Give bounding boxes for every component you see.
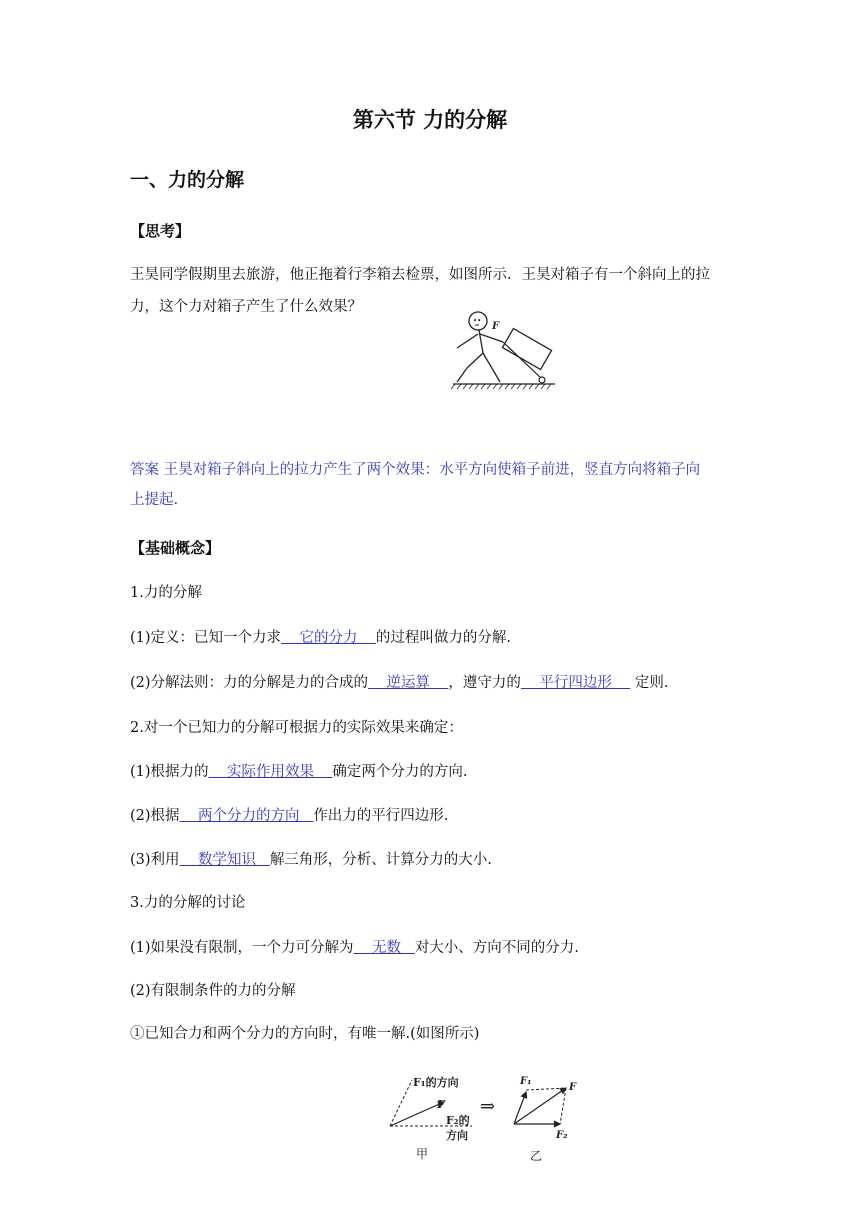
item1: 1.力的分解	[130, 585, 202, 601]
s1-blank: 实际作用效果	[208, 764, 333, 780]
s1-pre: (1)根据力的	[130, 764, 209, 780]
rule-post: 定则.	[630, 675, 669, 691]
def-pre: (1)定义：已知一个力求	[130, 630, 282, 646]
f1-direction-label: F₁的方向	[413, 1076, 459, 1089]
d1-blank: 无数	[353, 940, 415, 956]
step2-line	[130, 806, 448, 826]
s2-post: 作出力的平行四边形.	[313, 808, 449, 824]
item2: 2.对一个已知力的分解可根据力的实际效果来确定：	[130, 720, 463, 736]
step1-line	[130, 762, 468, 782]
rule-blank2: 平行四边形	[520, 675, 631, 691]
svg-text:••: ••	[473, 317, 482, 325]
label-yi: 乙	[530, 1149, 543, 1163]
s3-pre: (3)利用	[130, 852, 180, 868]
step3-line	[130, 850, 492, 870]
page-title: 第六节 力的分解	[352, 108, 508, 132]
force-label-F: F	[492, 321, 500, 332]
r-f1-label: F₁	[520, 1076, 532, 1087]
s2-pre: (2)根据	[130, 808, 180, 824]
implies-arrow: ⇒	[480, 1096, 496, 1117]
rule-pre: (2)分解法则：力的分解是力的合成的	[130, 675, 369, 691]
decomposition-figure	[380, 1068, 580, 1164]
r-f2-label: F₂	[556, 1130, 568, 1141]
basic-heading: 【基础概念】	[130, 539, 221, 557]
answer-line1: 答案 王昊对箱子斜向上的拉力产生了两个效果：水平方向使箱子前进，竖直方向将箱子向	[130, 462, 701, 478]
d1-post: 对大小、方向不同的分力.	[414, 940, 579, 956]
s1-post: 确定两个分力的方向.	[332, 764, 468, 780]
item3: 3.力的分解的讨论	[130, 895, 246, 911]
discuss1-line	[130, 938, 579, 958]
think-text-line2: 力，这个力对箱子产生了什么效果？	[130, 299, 362, 315]
s3-blank: 数学知识	[179, 852, 270, 868]
answer-line2: 上提起.	[130, 492, 179, 508]
def-blank: 它的分力	[281, 630, 376, 646]
discuss3-line: ①已知合力和两个分力的方向时，有唯一解.(如图所示)	[130, 1026, 480, 1042]
r-f-label: F	[569, 1082, 577, 1093]
s3-post: 解三角形，分析、计算分力的大小.	[269, 852, 492, 868]
f2-direction-label-2: 方向	[446, 1129, 468, 1142]
f2-direction-label-1: F₂的	[446, 1114, 470, 1127]
think-text-line1: 王昊同学假期里去旅游，他正拖着行李箱去检票，如图所示．王昊对箱子有一个斜向上的拉	[130, 267, 710, 283]
rule-mid: ，遵守力的	[448, 675, 521, 691]
think-heading: 【思考】	[130, 222, 191, 240]
discuss2-line: (2)有限制条件的力的分解	[130, 983, 296, 999]
f-label-left: F	[437, 1098, 445, 1111]
rule-blank1: 逆运算	[368, 675, 449, 691]
d1-pre: (1)如果没有限制，一个力可分解为	[130, 940, 354, 956]
label-jia: 甲	[416, 1147, 429, 1161]
rule-line	[130, 673, 669, 693]
suitcase-figure	[445, 308, 560, 393]
section-heading: 一、力的分解	[130, 169, 245, 191]
definition-line	[130, 628, 511, 648]
def-post: 的过程叫做力的分解.	[375, 630, 512, 646]
s2-blank: 两个分力的方向	[179, 808, 314, 824]
